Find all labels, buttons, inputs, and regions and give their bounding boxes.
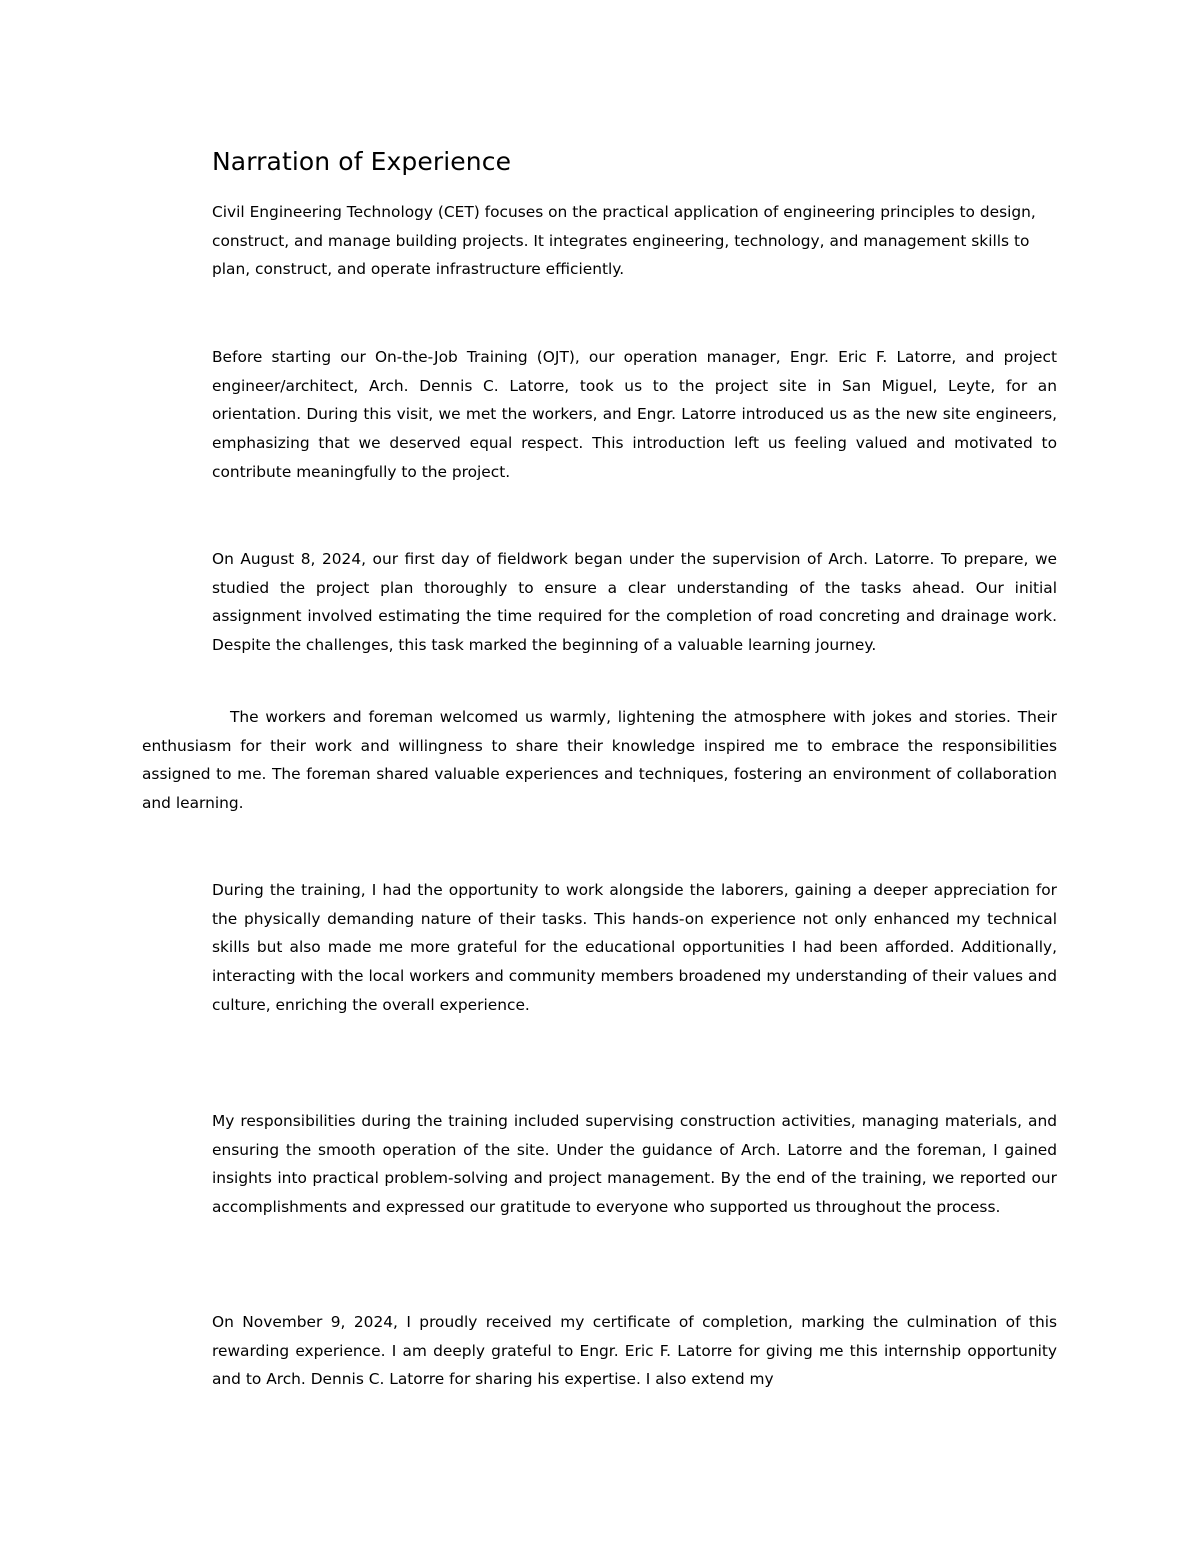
paragraph-training-laborers: During the training, I had the opportunity to work alongside the laborers, gaining a deeper appreciation for the physically demanding nature of their tasks. This hands-on experience not only enhanced my technical skills but also made me more grateful for the educational opportunities I had been afforded. Additionally, interacting with the local workers and community members broadened my understanding of their values and culture, enriching the overall experience. — [212, 881, 1057, 1014]
paragraph-certificate: On November 9, 2024, I proudly received my certificate of completion, marking the culmination of this rewarding experience. I am deeply grateful to Engr. Eric F. Latorre for giving me this internship opportunity and to Arch. Dennis C. Latorre for sharing his expertise. I also extend my — [212, 1313, 1057, 1389]
paragraph-workers-welcome: The workers and foreman welcomed us warmly, lightening the atmosphere with jokes and stories. Their enthusiasm for their work and willingness to share their knowledge inspired me to embrace the responsibilities assigned to me. The foreman shared valuable experiences and techniques, fostering an environment of collaboration and learning. — [142, 708, 1057, 813]
paragraph-responsibilities: My responsibilities during the training included supervising construction activities, managing materials, and ensuring the smooth operation of the site. Under the guidance of Arch. Latorre and the foreman, I gained insights into practical problem-solving and project management. By the end of the training, we reported our accomplishments and expressed our gratitude to everyone who supported us throughout the process. — [212, 1112, 1057, 1217]
paragraph-first-day: On August 8, 2024, our first day of fieldwork began under the supervision of Arch. Latorre. To prepare, we studied the project plan thoroughly to ensure a clear understanding of the tasks ahead. Our initial assignment involved estimating the time required for the completion of road concreting and drainage work. Despite the challenges, this task marked the beginning of a valuable learning journey. — [212, 550, 1057, 655]
document-title: Narration of Experience — [212, 147, 512, 176]
paragraph-orientation: Before starting our On-the-Job Training (OJT), our operation manager, Engr. Eric F. Latorre, and project engineer/architect, Arch. Dennis C. Latorre, took us to the project site in San Miguel, Leyte, for an orientation. During this visit, we met the workers, and Engr. Latorre introduced us as the new site engineers, emphasizing that we deserved equal respect. This introduction left us feeling valued and motivated to contribute meaningfully to the project. — [212, 348, 1057, 481]
paragraph-cet-overview: Civil Engineering Technology (CET) focuses on the practical application of engineering principles to design, construct, and manage building projects. It integrates engineering, technology, and management skills to plan, construct, and operate infrastructure efficiently. — [212, 203, 1036, 279]
